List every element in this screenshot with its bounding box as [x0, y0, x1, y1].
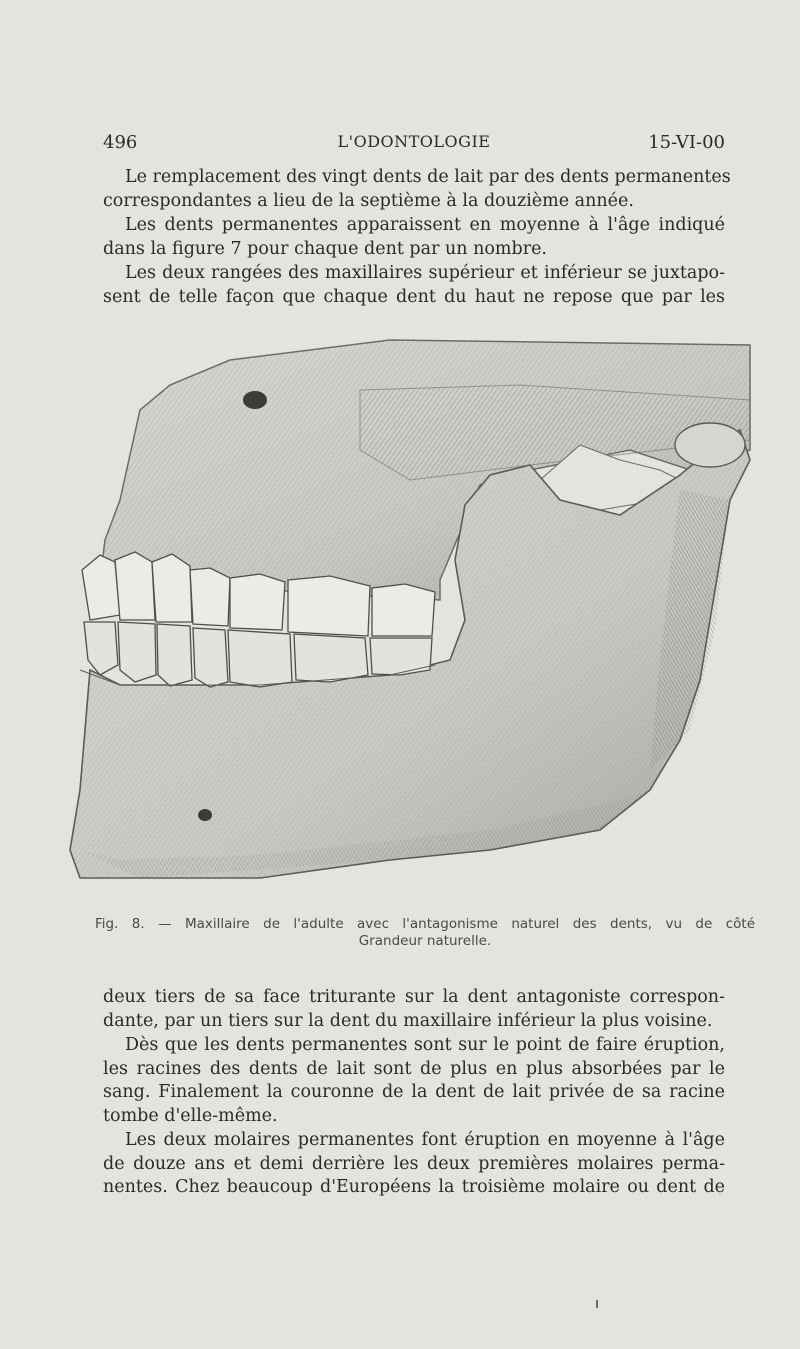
journal-title: L'ODONTOLOGIE	[337, 132, 491, 151]
running-head	[103, 132, 725, 156]
text-line: dans la figure 7 pour chaque dent par un nombre.	[103, 238, 547, 259]
paragraph	[103, 166, 731, 213]
foramen-mark	[243, 391, 267, 409]
text-line: Les deux molaires permanentes font éruption en moyenne à l'âge	[125, 1130, 725, 1150]
text-line: nentes. Chez beaucoup d'Européens la troisième molaire ou dent de	[103, 1177, 725, 1197]
text-line: dante, par un tiers sur la dent du maxillaire inférieur la plus voisine.	[103, 1010, 713, 1031]
text-line: Les deux rangées des maxillaires supérieur et inférieur se juxtapo-	[125, 263, 725, 283]
text-line: Dès que les dents permanentes sont sur le point de faire éruption,	[125, 1035, 725, 1055]
paragraph	[103, 986, 725, 1033]
text-line: tombe d'elle-même.	[103, 1105, 278, 1126]
text-line: les racines des dents de lait sont de plus en plus absorbées par le	[103, 1058, 725, 1079]
text-line: sent de telle façon que chaque dent du haut ne repose que par les	[103, 286, 725, 307]
paper-speck	[596, 1300, 598, 1308]
text-line: Le remplacement des vingt dents de lait par des dents permanentes	[125, 167, 731, 187]
text-line: Les dents permanentes apparaissent en moyenne à l'âge indiqué	[125, 215, 725, 235]
page-number: 496	[103, 132, 138, 153]
text-line: de douze ans et demi derrière les deux premières molaires perma-	[103, 1153, 725, 1174]
text-line: deux tiers de sa face triturante sur la dent antagoniste correspon-	[103, 987, 725, 1007]
paragraph	[103, 214, 725, 261]
caption-line: Grandeur naturelle.	[358, 933, 492, 949]
mental-foramen-mark	[198, 809, 212, 821]
text-line: sang. Finalement la couronne de la dent de lait privée de sa racine	[103, 1082, 725, 1102]
figure-caption	[95, 916, 755, 950]
paragraph	[103, 1034, 725, 1128]
issue-date: 15-VI-00	[648, 132, 725, 153]
paragraph	[103, 262, 725, 309]
text-line: correspondantes a lieu de la septième à la douzième année.	[103, 190, 634, 211]
jaw-engraving-illustration	[60, 330, 760, 915]
caption-line: Fig. 8. — Maxillaire de l'adulte avec l'antagonisme naturel des dents, vu de côté	[95, 916, 755, 932]
paragraph	[103, 1129, 725, 1200]
